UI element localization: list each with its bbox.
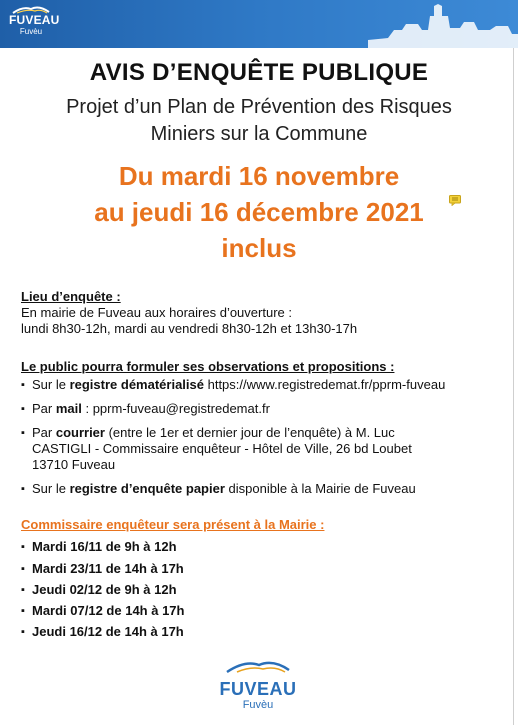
public-heading-wrap [21, 359, 394, 375]
subtitle-line-2: Miniers sur la Commune [150, 123, 368, 145]
courrier-line-3: 13710 Fuveau [32, 457, 116, 472]
schedule-text: Mardi 07/12 de 14h à 17h [32, 603, 185, 618]
item-bold: registre d’enquête papier [69, 481, 225, 496]
item-pre: Par [32, 401, 56, 416]
item-post: disponible à la Mairie de Fuveau [224, 481, 416, 496]
courrier-line-2: CASTIGLI - Commissaire enquêteur - Hôtel de Ville, 26 bd Loubet [32, 441, 412, 456]
lieu-line-1: En mairie de Fuveau aux horaires d’ouverture : [21, 305, 292, 320]
public-heading: Le public pourra formuler ses observations et propositions : [21, 359, 395, 374]
subtitle-line-1: Projet d’un Plan de Prévention des Risques [66, 96, 452, 118]
item-bold: registre dématérialisé [69, 377, 204, 392]
date-line-2: au jeudi 16 décembre 2021 [94, 197, 424, 227]
logo-subtitle: Fuvèu [19, 27, 43, 36]
lieu-section [21, 289, 357, 337]
schedule-item [21, 561, 184, 577]
schedule-item [21, 624, 184, 640]
schedule-item [21, 603, 184, 619]
registre-url[interactable]: https://www.registredemat.fr/pprm-fuveau [203, 377, 446, 392]
item-bold: courrier [55, 425, 105, 440]
lieu-heading: Lieu d’enquête : [21, 289, 121, 304]
date-line-1: Du mardi 16 novembre [118, 161, 400, 191]
public-item-mail [21, 401, 270, 417]
fuveau-logo [9, 5, 60, 36]
comment-icon[interactable] [449, 195, 461, 206]
footer-logo-name: FUVEAU [219, 679, 297, 699]
page-title: AVIS D’ENQUÊTE PUBLIQUE [89, 59, 429, 86]
item-pre: Sur le [32, 377, 70, 392]
public-item-courrier [21, 425, 412, 473]
footer-logo-subtitle: Fuvèu [242, 699, 274, 711]
hill-logo-icon [223, 658, 293, 674]
date-line-3: inclus [221, 233, 297, 263]
item-pre: Par [32, 425, 56, 440]
public-item-registre [21, 377, 445, 393]
footer-logo [218, 658, 298, 712]
commissaire-heading: Commissaire enquêteur sera présent à la Mairie : [21, 517, 325, 532]
schedule-text: Mardi 16/11 de 9h à 12h [32, 539, 177, 554]
village-skyline-icon [368, 0, 518, 48]
schedule-item [21, 539, 177, 555]
item-post: (entre le 1er et dernier jour de l’enquête) à M. Luc [104, 425, 395, 440]
item-pre: Sur le [32, 481, 70, 496]
schedule-text: Jeudi 02/12 de 9h à 12h [32, 582, 177, 597]
schedule-text: Mardi 23/11 de 14h à 17h [32, 561, 184, 576]
item-bold: mail [55, 401, 82, 416]
mail-address[interactable]: : pprm-fuveau@registredemat.fr [81, 401, 270, 416]
schedule-text: Jeudi 16/12 de 14h à 17h [32, 624, 184, 639]
page-edge-divider [513, 48, 514, 725]
lieu-line-2: lundi 8h30-12h, mardi au vendredi 8h30-12h et 13h30-17h [21, 321, 358, 336]
header-banner [0, 0, 518, 48]
public-item-papier [21, 481, 416, 497]
logo-name: FUVEAU [9, 13, 60, 27]
schedule-item [21, 582, 177, 598]
commissaire-heading-wrap [21, 517, 324, 533]
